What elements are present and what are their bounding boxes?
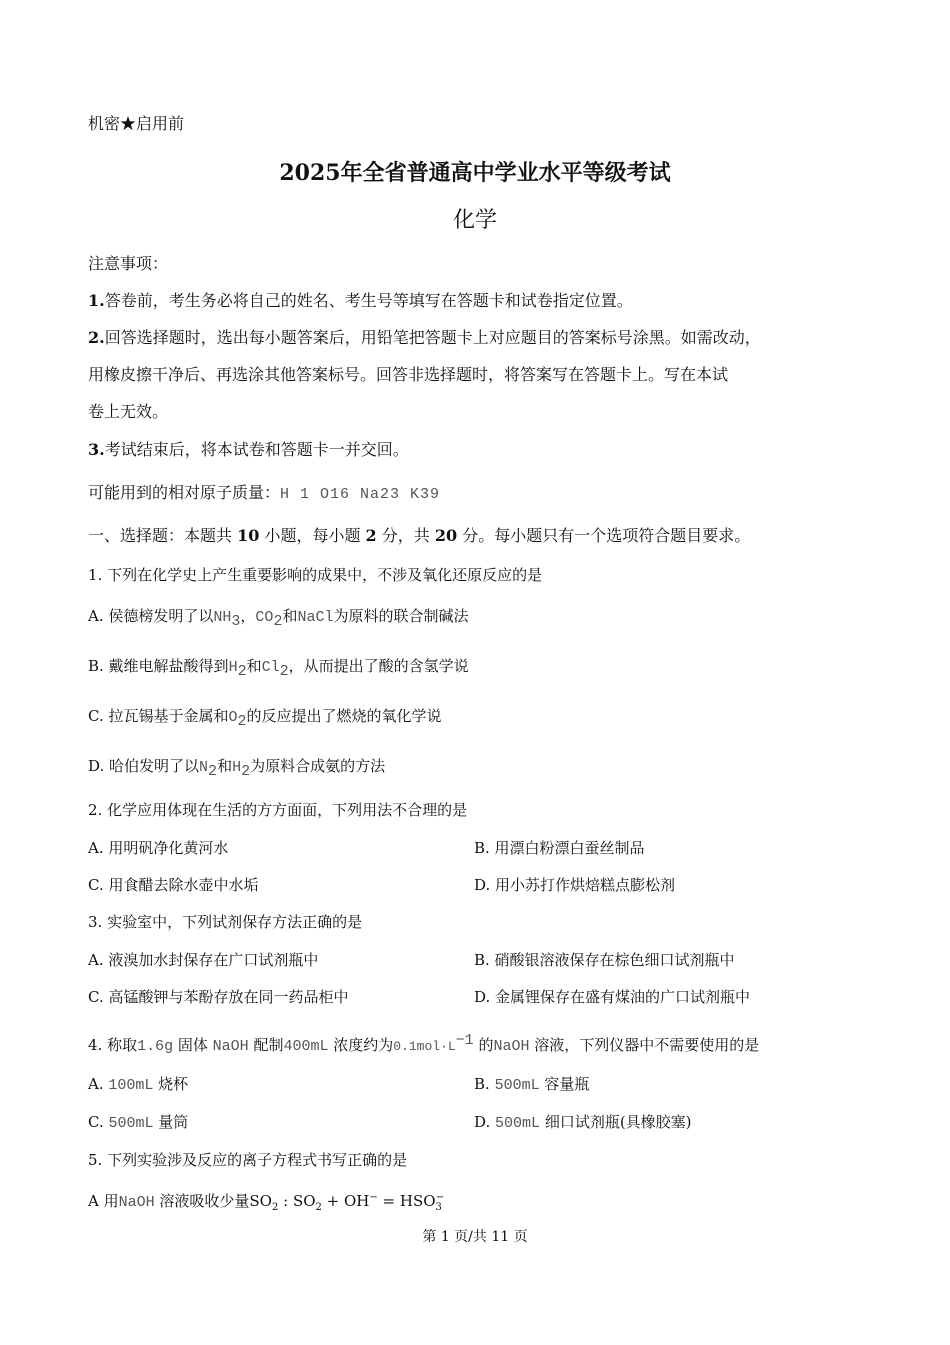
q3-option-b: B. 硝酸银溶液保存在棕色细口试剂瓶中	[474, 951, 735, 969]
q3-option-c: C. 高锰酸钾与苯酚存放在同一药品柜中	[88, 988, 349, 1006]
option-text: 量筒	[153, 1113, 189, 1131]
notice-item-3	[88, 439, 409, 461]
subject-title: 化学	[452, 208, 497, 233]
q4-stem	[88, 1030, 759, 1058]
subscript: 2	[241, 763, 251, 780]
option-text: 烧杯	[153, 1075, 189, 1093]
option-text: ，从而提出了酸的含氢学说	[288, 657, 469, 675]
formula: NaOH	[493, 1038, 530, 1055]
option-label: C.	[88, 1113, 109, 1131]
option-text: 细口试剂瓶(具橡胶塞)	[540, 1113, 692, 1131]
notice-heading: 注意事项：	[88, 254, 169, 273]
formula: H	[228, 659, 238, 676]
section-text: 一、选择题：本题共	[88, 526, 238, 545]
option-text: 为原料合成氨的方法	[250, 757, 386, 775]
superscript: −	[369, 1192, 378, 1203]
formula: 500mL	[494, 1077, 540, 1094]
formula: H	[232, 759, 242, 776]
notice-num: 1.	[88, 291, 105, 310]
q1-option-d	[88, 755, 385, 783]
q4-option-b	[474, 1073, 589, 1097]
q2-stem: 2. 化学应用体现在生活的方方面面，下列用法不合理的是	[88, 801, 468, 819]
superscript: −1	[455, 1032, 474, 1049]
subscript: 2	[273, 613, 283, 630]
q1-stem: 1. 下列在化学史上产生重要影响的成果中，不涉及氧化还原反应的是	[88, 566, 543, 584]
subscript: 2	[279, 663, 289, 680]
q1-option-c	[88, 705, 442, 733]
formula: NaCl	[297, 609, 334, 626]
superscript: −	[435, 1192, 445, 1203]
section-text: 分。每小题只有一个选项符合题目要求。	[457, 526, 751, 545]
subscript: 3	[435, 1202, 442, 1213]
notice-text: 考试结束后，将本试卷和答题卡一并交回。	[104, 440, 409, 459]
option-text: 和	[217, 757, 233, 775]
notice-item-1	[88, 290, 633, 312]
formula: 0.1mol·L	[393, 1039, 456, 1054]
q3-option-a: A. 液溴加水封保存在广口试剂瓶中	[88, 951, 319, 969]
subscript: 2	[208, 763, 218, 780]
q3-option-d: D. 金属锂保存在盛有煤油的广口试剂瓶中	[474, 988, 751, 1006]
option-text: 的反应提出了燃烧的氧化学说	[246, 707, 442, 725]
formula: SO	[249, 1192, 272, 1210]
q3-stem: 3. 实验室中，下列试剂保存方法正确的是	[88, 913, 363, 931]
question-count: 10	[237, 526, 260, 545]
notice-text: 答卷前，考生务必将自己的姓名、考生号等填写在答题卡和试卷指定位置。	[104, 291, 633, 310]
atomic-mass-line	[88, 482, 440, 506]
secret-label: 机密★启用前	[88, 114, 185, 133]
subscript: 3	[231, 613, 241, 630]
formula: CO	[255, 609, 274, 626]
formula: : SO	[278, 1192, 316, 1210]
option-text: B. 戴维电解盐酸得到	[88, 657, 229, 675]
formula: 1.6g	[137, 1038, 174, 1055]
option-label: A.	[88, 1075, 109, 1093]
q4-option-d	[474, 1111, 692, 1135]
section-heading	[88, 525, 750, 547]
subscript: 2	[315, 1202, 322, 1213]
notice-item-2	[88, 327, 761, 349]
atomic-mass-values: H 1 O16 Na23 K39	[280, 486, 441, 503]
q5-stem: 5. 下列实验涉及反应的离子方程式书写正确的是	[88, 1151, 408, 1169]
option-text: C. 拉瓦锡基于金属和	[88, 707, 229, 725]
section-text: 小题，每小题	[259, 526, 366, 545]
subscript: 2	[237, 663, 247, 680]
q4-option-a	[88, 1073, 188, 1097]
q2-option-a: A. 用明矾净化黄河水	[88, 839, 229, 857]
q5-option-a	[88, 1187, 444, 1219]
option-text: D. 哈伯发明了以	[88, 757, 200, 775]
notice-item-2-cont2: 卷上无效。	[88, 402, 169, 421]
notice-item-2-cont: 用橡皮擦干净后、再选涂其他答案标号。回答非选择题时，将答案写在答题卡上。写在本试	[88, 365, 729, 384]
q2-option-d: D. 用小苏打作烘焙糕点膨松剂	[474, 876, 676, 894]
formula: NH	[213, 609, 232, 626]
formula: = HSO	[377, 1192, 436, 1210]
stem-text: 溶液，下列仪器中不需要使用的是	[529, 1036, 760, 1054]
atomic-mass-label: 可能用到的相对原子质量：	[88, 483, 281, 502]
option-label: A 用	[88, 1192, 119, 1210]
formula: Cl	[261, 659, 280, 676]
option-label: D.	[474, 1113, 496, 1131]
option-text: 溶液吸收少量	[154, 1192, 250, 1210]
q4-option-c	[88, 1111, 188, 1135]
q1-option-a	[88, 605, 469, 633]
formula: + OH	[321, 1192, 370, 1210]
stem-text: 浓度约为	[328, 1036, 394, 1054]
formula: 500mL	[495, 1115, 541, 1132]
formula: N	[199, 759, 209, 776]
stem-text: 4. 称取	[88, 1036, 138, 1054]
option-text: 容量瓶	[539, 1075, 590, 1093]
formula: NaOH	[118, 1194, 155, 1211]
stem-text: 固体	[173, 1036, 213, 1054]
points-total: 20	[434, 526, 458, 545]
notice-num: 2.	[88, 328, 105, 347]
subscript: 2	[237, 713, 247, 730]
option-text: ，	[240, 607, 256, 625]
points-each: 2	[365, 526, 377, 545]
stem-text: 的	[473, 1036, 494, 1054]
formula: 400mL	[283, 1038, 329, 1055]
subscript: 2	[271, 1202, 279, 1213]
q2-option-c: C. 用食醋去除水壶中水垢	[88, 876, 259, 894]
formula: 500mL	[108, 1115, 154, 1132]
formula: 100mL	[108, 1077, 154, 1094]
option-label: B.	[474, 1075, 495, 1093]
formula: O	[228, 709, 238, 726]
exam-title: 2025年全省普通高中学业水平等级考试	[279, 160, 671, 186]
option-text: A. 侯德榜发明了以	[88, 607, 214, 625]
section-text: 分，共	[376, 526, 435, 545]
notice-text: 回答选择题时，选出每小题答案后，用铅笔把答题卡上对应题目的答案标号涂黑。如需改动，	[104, 328, 761, 347]
notice-num: 3.	[88, 440, 105, 459]
option-text: 和	[282, 607, 298, 625]
option-text: 为原料的联合制碱法	[333, 607, 469, 625]
formula: NaOH	[212, 1038, 249, 1055]
stem-text: 配制	[248, 1036, 284, 1054]
q2-option-b: B. 用漂白粉漂白蚕丝制品	[474, 839, 645, 857]
page-footer: 第 1 页/共 11 页	[422, 1229, 528, 1245]
q1-option-b	[88, 655, 469, 683]
option-text: 和	[246, 657, 262, 675]
